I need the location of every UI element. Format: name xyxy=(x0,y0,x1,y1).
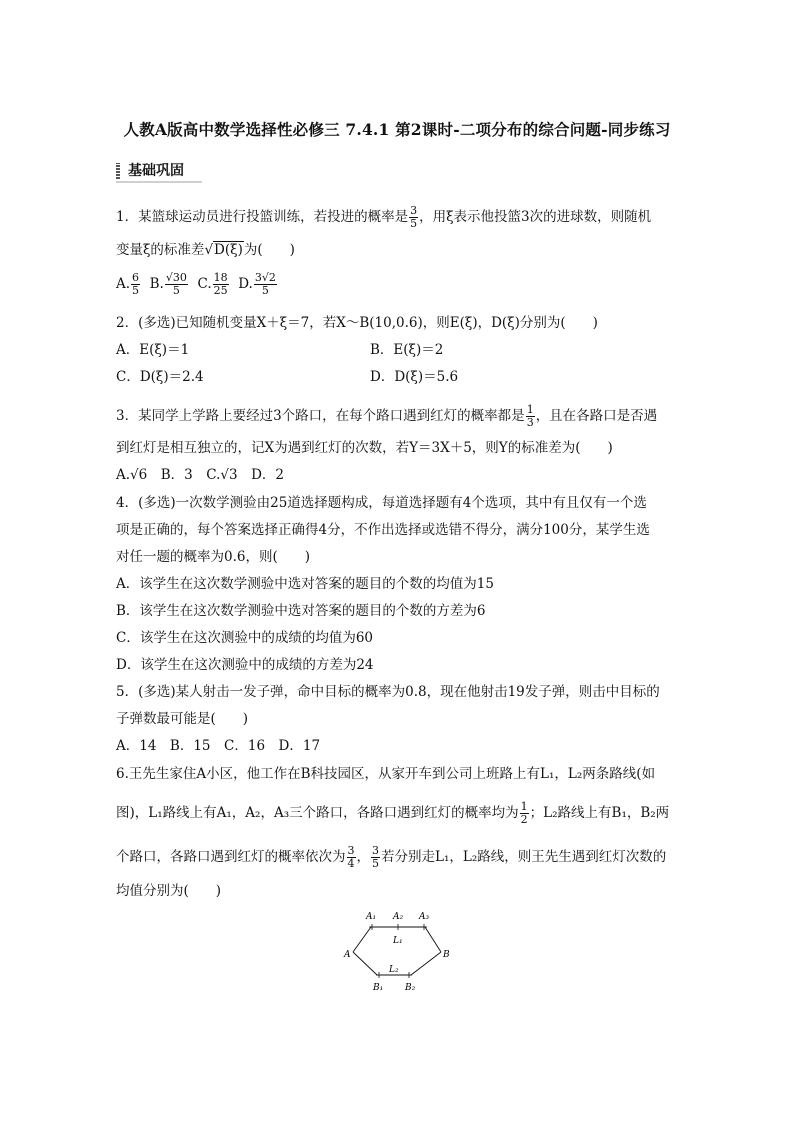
q1-opt-d-num: 3√2 xyxy=(254,271,276,284)
q3-frac-den: 3 xyxy=(526,416,534,429)
q6-frac3-num: 3 xyxy=(372,844,379,857)
q1-opt-d-label: D. xyxy=(238,276,253,292)
q6-frac1-num: 1 xyxy=(520,800,528,813)
q2-option-d: D．D(ξ)＝5.6 xyxy=(370,369,459,385)
q6-text-b: ；L₂路线上有B₁，B₂两 xyxy=(529,805,670,821)
label-a: A xyxy=(344,950,351,960)
q1-opt-d-den: 5 xyxy=(261,284,269,297)
q1-opt-d-frac xyxy=(254,272,277,297)
q4-line3: 对任一题的概率为0.6，则( ) xyxy=(116,549,311,565)
q1-opt-a-label: A. xyxy=(116,276,131,292)
q3-frac-num: 1 xyxy=(526,403,534,416)
q1-opt-a-num: 6 xyxy=(132,271,140,284)
q1-line1 xyxy=(116,205,651,230)
q1-fraction xyxy=(409,205,418,230)
q1-opt-b-label: B. xyxy=(149,276,164,292)
q5-options: A．14 B．15 C．16 D．17 xyxy=(116,738,321,754)
q6-text-a: 图)，L₁路线上有A₁，A₂，A₃三个路口，各路口遇到红灯的概率均为 xyxy=(116,805,519,821)
q1-opt-c-den: 25 xyxy=(213,284,228,297)
q2-option-b: B．E(ξ)＝2 xyxy=(370,342,444,358)
label-b2: B₂ xyxy=(405,983,416,993)
q6-separator: ， xyxy=(356,849,370,865)
q2-stem: 2．(多选)已知随机变量X＋ξ＝7，若X～B(10,0.6)，则E(ξ)，D(ξ)分别为( ) xyxy=(116,315,598,331)
q1-sqrt-expr: D(ξ) xyxy=(214,242,243,258)
q6-fraction-3 xyxy=(371,845,380,870)
q6-text-d: 若分别走L₁，L₂路线，则王先生遇到红灯次数的 xyxy=(381,849,667,865)
q4-option-c: C．该学生在这次测验中的成绩的均值为60 xyxy=(116,630,374,646)
q6-fraction-1 xyxy=(520,801,529,826)
label-a2: A₂ xyxy=(393,912,404,922)
q4-option-d: D．该学生在这次测验中的成绩的方差为24 xyxy=(116,657,374,673)
q1-opt-a-den: 5 xyxy=(132,284,140,297)
section-marker-icon xyxy=(116,163,120,179)
q3-line1 xyxy=(116,404,657,429)
q3-options: A.√6 B．3 C.√3 D．2 xyxy=(116,467,284,483)
q6-line1: 6.王先生家住A小区，他工作在B科技园区，从家开车到公司上班路上有L₁，L₂两条路线(如 xyxy=(116,766,656,782)
label-a1: A₁ xyxy=(366,912,377,922)
q1-opt-b-den: 5 xyxy=(172,284,180,297)
q1-frac-num: 3 xyxy=(410,204,418,217)
label-b: B xyxy=(443,950,450,960)
q1-opt-c-frac xyxy=(213,272,229,297)
q1-frac-den: 5 xyxy=(410,217,418,230)
q1-opt-b-num: √30 xyxy=(165,271,187,284)
q1-opt-c-num: 18 xyxy=(213,271,228,284)
q6-line4: 均值分别为( ) xyxy=(116,883,222,899)
q6-line2 xyxy=(116,801,669,826)
section-header xyxy=(116,160,202,182)
q6-fraction-2 xyxy=(347,845,356,870)
q2-option-c: C．D(ξ)＝2.4 xyxy=(116,369,204,385)
page-title: 人教A版高中数学选择性必修三 7.4.1 第2课时-二项分布的综合问题-同步练习 xyxy=(123,120,671,139)
q3-line2: 到红灯是相互独立的，记X为遇到红灯的次数，若Y＝3X＋5，则Y的标准差为( ) xyxy=(116,440,613,456)
q5-line1: 5．(多选)某人射击一发子弹，命中目标的概率为0.8，现在他射击19发子弹，则击中目标的 xyxy=(116,684,660,700)
q3-text-a: 3．某同学上学路上要经过3个路口，在每个路口遇到红灯的概率都是 xyxy=(116,408,525,424)
q1-text-a: 1．某篮球运动员进行投篮训练，若投进的概率是 xyxy=(116,209,409,225)
q3-text-b: ，且在各路口是否遇 xyxy=(535,408,658,424)
q6-line3 xyxy=(116,845,666,870)
q6-frac1-den: 2 xyxy=(520,813,528,826)
label-a3: A₃ xyxy=(419,912,430,922)
q1-opt-b-frac xyxy=(165,272,188,297)
q1-line2: 变量ξ的标准差√D(ξ)为( ) xyxy=(116,242,295,258)
q4-option-b: B．该学生在这次数学测验中选对答案的题目的个数的方差为6 xyxy=(116,603,486,619)
q6-text-c: 个路口，各路口遇到红灯的概率依次为 xyxy=(116,849,346,865)
q6-frac2-num: 3 xyxy=(347,844,355,857)
q4-line2: 项是正确的，每个答案选择正确得4分，不作出选择或选错不得分，满分100分，某学生选 xyxy=(116,522,650,538)
section-underline xyxy=(116,181,202,183)
q4-line1: 4．(多选)一次数学测验由25道选择题构成，每道选择题有4个选项，其中有且仅有一个选 xyxy=(116,495,647,511)
q1-text-b: ，用ξ表示他投篮3次的进球数，则随机 xyxy=(419,209,652,225)
q2-option-a: A．E(ξ)＝1 xyxy=(116,342,190,358)
q6-frac2-den: 4 xyxy=(347,857,355,870)
label-l1: L₁ xyxy=(393,936,403,946)
q5-line2: 子弹数最可能是( ) xyxy=(116,711,249,727)
q1-opt-a-frac xyxy=(131,272,140,297)
q6-frac3-den: 5 xyxy=(372,857,379,870)
section-title: 基础巩固 xyxy=(128,163,184,179)
q1-text-d: 为( ) xyxy=(243,242,295,258)
q1-opt-c-label: C. xyxy=(197,276,212,292)
q3-fraction xyxy=(526,404,535,429)
label-b1: B₁ xyxy=(373,983,384,993)
route-diagram xyxy=(335,905,455,1000)
label-l2: L₂ xyxy=(389,965,399,975)
q4-option-a: A．该学生在这次数学测验中选对答案的题目的个数的均值为15 xyxy=(116,576,494,592)
q1-options xyxy=(116,272,278,297)
q1-text-c: 变量ξ的标准差 xyxy=(116,242,205,258)
